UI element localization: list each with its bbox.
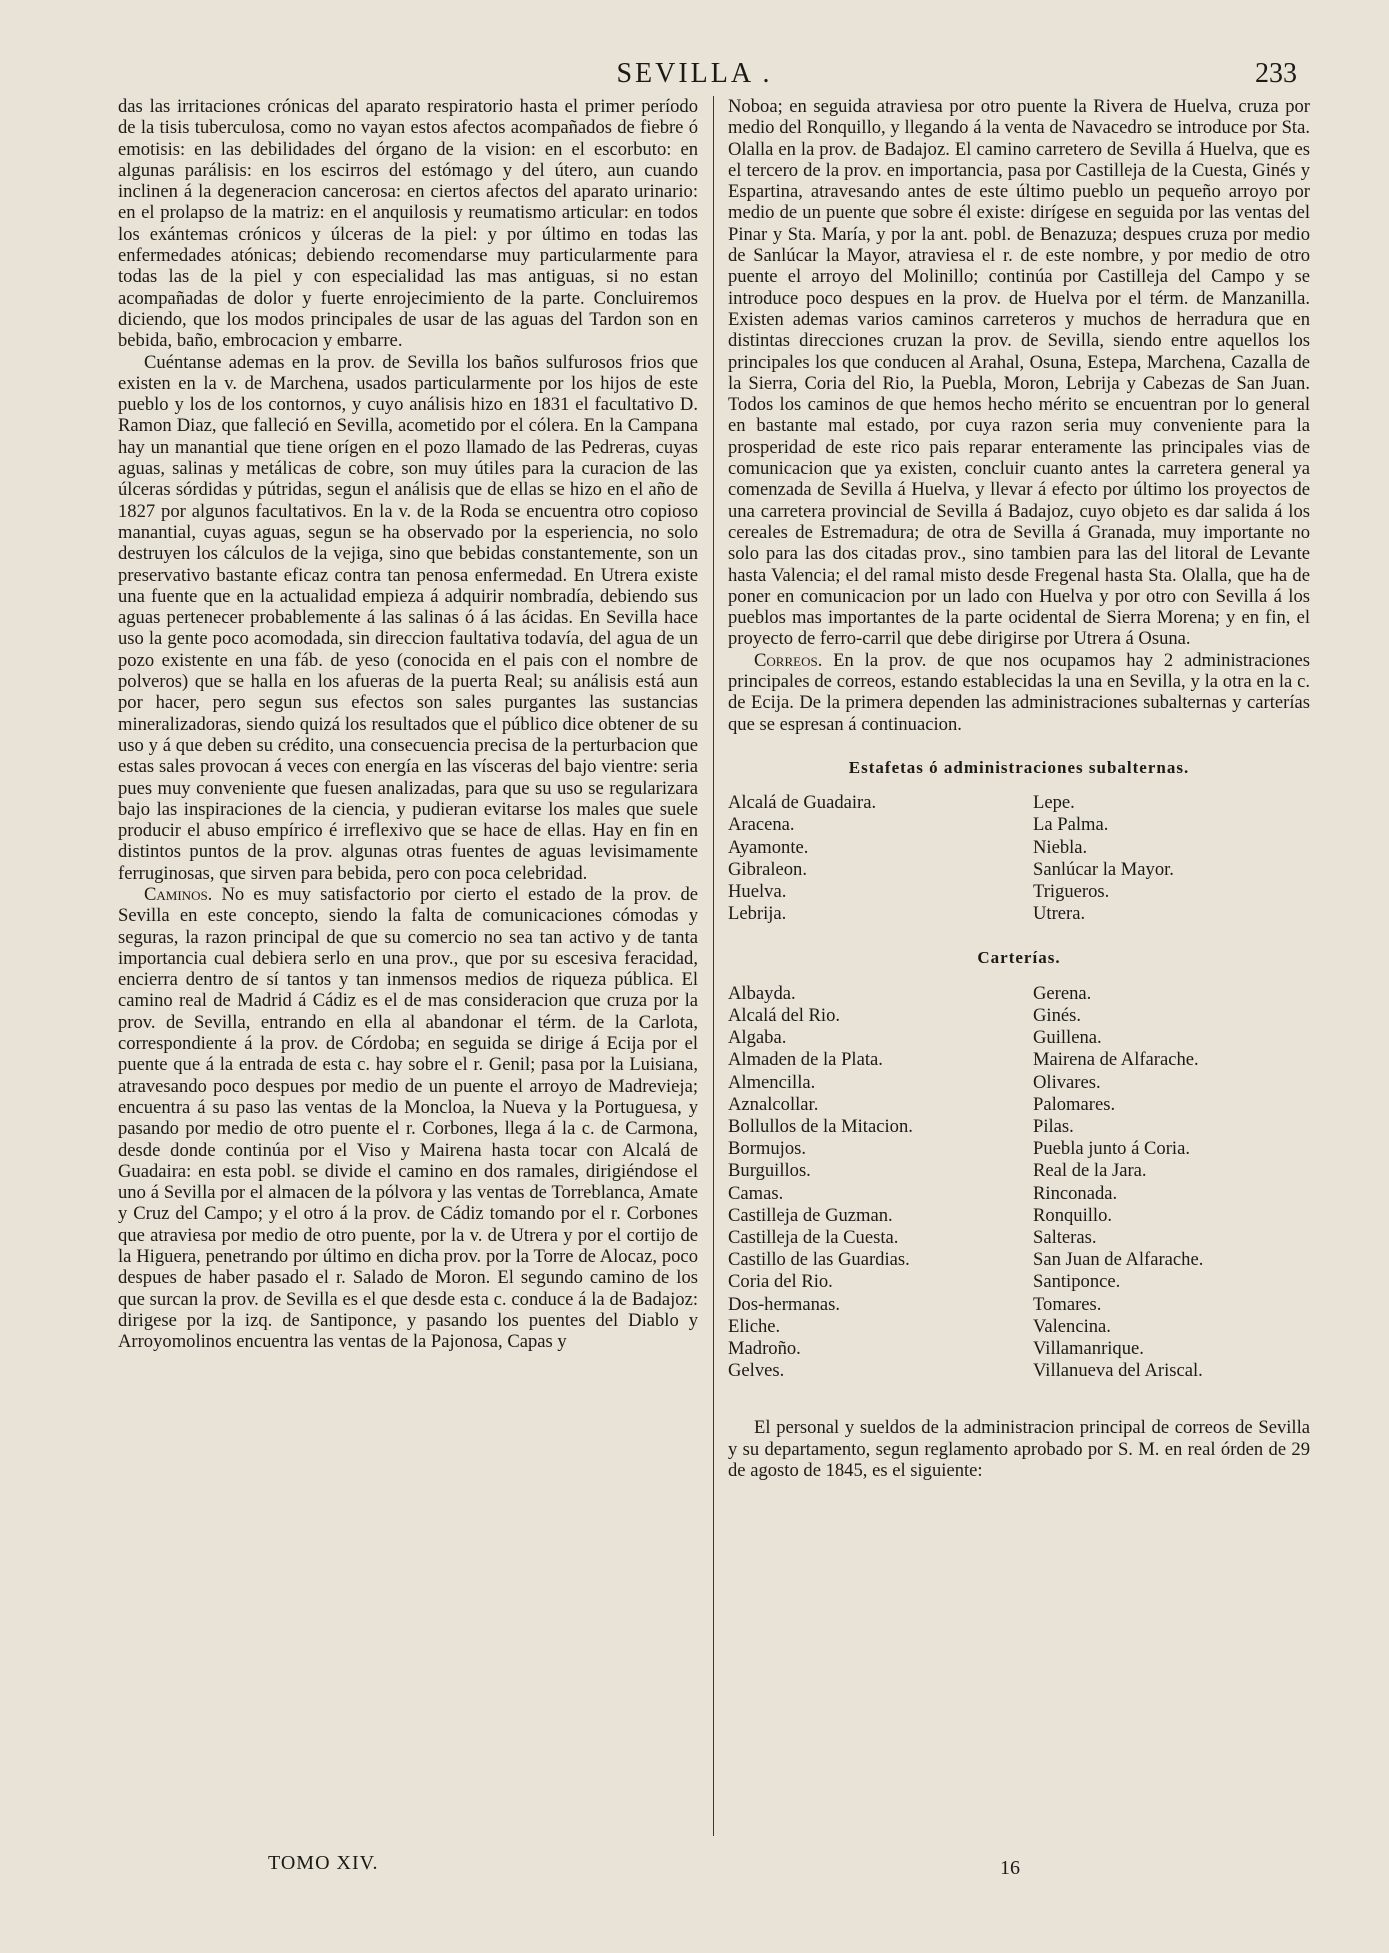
- correos-text: En la prov. de que nos ocupamos hay 2 administraciones principales de correos, estando establecidas la una en Sevilla, y la otra en la c. de Ecija. De la primera dependen las administraciones subalternas y carterías que se espresan á continuacion.: [728, 649, 1310, 735]
- list-item: Alcalá del Rio.: [728, 1004, 841, 1026]
- list-item: Lepe.: [1033, 792, 1075, 814]
- carterias-list: [728, 983, 1310, 1383]
- estafetas-title: Estafetas ó administraciones subalternas.: [848, 757, 1190, 777]
- list-item: Gerena.: [1033, 982, 1092, 1004]
- column-divider: [713, 96, 714, 1836]
- list-item: Villanueva del Ariscal.: [1033, 1360, 1203, 1382]
- list-item: Real de la Jara.: [1033, 1160, 1147, 1182]
- list-item: Olivares.: [1033, 1071, 1101, 1093]
- list-item: Madroño.: [728, 1337, 801, 1359]
- list-item: Pilas.: [1033, 1115, 1074, 1137]
- section-label-caminos: Caminos.: [144, 883, 213, 905]
- list-item: Almencilla.: [728, 1071, 816, 1093]
- estafetas-list-left: [728, 792, 1033, 925]
- list-item: Alcalá de Guadaira.: [728, 792, 877, 814]
- estafetas-list-right: [1033, 792, 1310, 925]
- list-item: Dos-hermanas.: [728, 1293, 841, 1315]
- page-title: SEVILLA .: [616, 58, 773, 89]
- list-item: Burguillos.: [728, 1160, 811, 1182]
- carterias-title: Carterías.: [977, 948, 1061, 968]
- paragraph: das las irritaciones crónicas del aparato respiratorio hasta el primer período de la tisis tuberculosa, como no vayan estos afectos acompañados de fiebre ó emotisis: en las debilidades del órgano de la vision: en el escorbuto: en algunas parálisis: en los escirros del estómago y del útero, aun cuando inclinen á la degeneracion cancerosa: en ciertos afectos del aparato urinario: en el prolapso de la matriz: en el anquilosis y reumatismo articular: en todos los exántemas crónicos y úlceras de la piel: y por último en todas las enfermedades atónicas; debiendo recomendarse muy particularmente para todas las de la piel y con especialidad las mas antiguas, si no estan acompañadas de dolor y fuerte enrojecimiento de la parte. Concluiremos diciendo, que los modos principales de usar de las aguas del Tardon son en bebida, baño, embrocacion y embarre.: [118, 96, 698, 352]
- list-item: Sanlúcar la Mayor.: [1033, 858, 1174, 880]
- section-label-correos: Correos.: [754, 649, 823, 671]
- list-item: Gelves.: [728, 1360, 785, 1382]
- list-item: Huelva.: [728, 881, 787, 903]
- list-item: Coria del Rio.: [728, 1271, 833, 1293]
- list-item: Rinconada.: [1033, 1182, 1118, 1204]
- list-item: Lebrija.: [728, 903, 787, 925]
- caminos-text: No es muy satisfactorio por cierto el estado de la prov. de Sevilla en este concepto, siendo la falta de comunicaciones cómodas y seguras, la razon principal de que su comercio no sea tan activo y de tanta importancia cual debiera serlo en una prov., que por su escesiva feracidad, encierra dentro de sí tantos y tan inmensos medios de riqueza pública. El camino real de Madrid á Cádiz es el de mas consideracion que cruza por la prov. de Sevilla, entrando en ella al abandonar el térm. de la Carlota, correspondiente á la prov. de Córdoba; en seguida se dirige á Ecija por el puente que á la entrada de esta c. hay sobre el r. Genil; pasa por la Luisiana, atravesando poco despues por medio de un puente el arroyo de Madrevieja; encuentra á su paso las ventas de la Moncloa, la Nueva y la Portuguesa, y pasando por medio de otro puente el r. Corbones, llega á la c. de Carmona, desde donde continúa por el Viso y Mairena hasta tocar con Alcalá de Guadaira: en esta pobl. se divide el camino en dos ramales, dirigiéndose el uno á Sevilla por el almacen de la pólvora y las ventas de Torreblanca, Amate y Cruz del Campo; y el otro á la prov. de Cádiz tomando por el r. Corbones que atraviesa por medio de otro puente, por la v. de Utrera y por el cortijo de la Higuera, penetrando por último en dicha prov. por la Torre de Alocaz, poco despues de haber pasado el r. Salado de Moron. El segundo camino de los que surcan la prov. de Sevilla es el que desde esta c. conduce á la de Badajoz: dirigese por la izq. de Santiponce, y pasando los puentes del Diablo y Arroyomolinos encuentra las ventas de la Pajonosa, Capas y: [118, 883, 698, 1353]
- list-item: Mairena de Alfarache.: [1033, 1049, 1199, 1071]
- list-item: Aracena.: [728, 814, 795, 836]
- list-item: Tomares.: [1033, 1293, 1102, 1315]
- list-item: Bormujos.: [728, 1138, 806, 1160]
- list-item: Eliche.: [728, 1315, 781, 1337]
- caminos-paragraph: [118, 884, 698, 1353]
- left-column: [118, 96, 698, 1353]
- list-item: Castilleja de la Cuesta.: [728, 1226, 899, 1248]
- list-item: La Palma.: [1033, 814, 1109, 836]
- list-item: Camas.: [728, 1182, 784, 1204]
- list-item: Ayamonte.: [728, 836, 809, 858]
- list-item: Aznalcollar.: [728, 1093, 819, 1115]
- list-item: Ginés.: [1033, 1004, 1082, 1026]
- list-item: Palomares.: [1033, 1093, 1116, 1115]
- footer-tome: TOMO XIV.: [268, 1852, 379, 1874]
- list-item: Algaba.: [728, 1027, 787, 1049]
- list-item: Puebla junto á Coria.: [1033, 1138, 1190, 1160]
- page-number: 233: [1255, 58, 1297, 89]
- list-item: Albayda.: [728, 982, 796, 1004]
- list-item: Gibraleon.: [728, 858, 807, 880]
- list-item: San Juan de Alfarache.: [1033, 1249, 1204, 1271]
- carterias-list-right: [1033, 983, 1310, 1383]
- list-item: Utrera.: [1033, 903, 1086, 925]
- footer-signature: 16: [1000, 1857, 1020, 1879]
- estafetas-list: [728, 792, 1310, 925]
- correos-paragraph: [728, 650, 1310, 735]
- list-item: Bollullos de la Mitacion.: [728, 1115, 913, 1137]
- carterias-list-left: [728, 983, 1033, 1383]
- list-item: Guillena.: [1033, 1027, 1102, 1049]
- list-item: Villamanrique.: [1033, 1337, 1144, 1359]
- list-item: Valencina.: [1033, 1315, 1111, 1337]
- list-item: Trigueros.: [1033, 881, 1110, 903]
- list-item: Castilleja de Guzman.: [728, 1204, 893, 1226]
- list-item: Salteras.: [1033, 1226, 1097, 1248]
- paragraph: Noboa; en seguida atraviesa por otro puente la Rivera de Huelva, cruza por medio del Ronquillo, y llegando á la venta de Navacedro se introduce por Sta. Olalla en la prov. de Badajoz. El camino carretero de Sevilla á Huelva, que es el tercero de la prov. en importancia, pasa por Castilleja de la Cuesta, Ginés y Espartina, atravesando antes de este último pueblo un pequeño arroyo por medio de un puente que sobre él existe: dirígese en seguida por las ventas del Pinar y Sta. María, y por la ant. pobl. de Benazuza; despues cruza por medio de Sanlúcar la Mayor, atraviesa el r. de este nombre, y por medio de otro puente el arroyo del Molinillo; continúa por Castilleja del Campo y se introduce poco despues en la prov. de Huelva por el térm. de Manzanilla. Existen ademas varios caminos carreteros y muchos de herradura que en distintas direcciones cruzan la prov. de Sevilla, siendo entre aquellos los principales los que conducen al Arahal, Osuna, Estepa, Marchena, Cazalla de la Sierra, Coria del Rio, la Puebla, Moron, Lebrija y Cabezas de San Juan. Todos los caminos de que hemos hecho mérito se encuentran por lo general en bastante mal estado, por cuya razon seria muy conveniente para la prosperidad de este rico pais reparar enteramente las principales vias de comunicacion que ya existen, concluir cuanto antes la carretera general ya comenzada de Sevilla á Huelva, y llevar á efecto por último los proyectos de una carretera provincial de Sevilla á Badajoz, cuyo objeto es dar salida á los cereales de Estremadura; de otra de Sevilla á Granada, muy importante no solo para las dos citadas prov., sino tambien para las del litoral de Levante hasta Valencia; el del ramal misto desde Fregenal hasta Sta. Olalla, que ha de poner en comunicacion por un lado con Huelva y por otro con Sevilla á los pueblos mas importantes de la parte ocidental de Sierra Morena; y en fin, el proyecto de ferro-carril que debe dirigirse por Utrera á Osuna.: [728, 96, 1310, 650]
- list-item: Castillo de las Guardias.: [728, 1249, 910, 1271]
- paragraph: Cuéntanse ademas en la prov. de Sevilla los baños sulfurosos frios que existen en la v. de Marchena, usados particularmente por los hijos de este pueblo y los de los contornos, y cuyo análisis hizo en 1831 el facultativo D. Ramon Diaz, que falleció en Sevilla, acometido por el cólera. En la Campana hay un manantial que tiene orígen en el pozo llamado de las Pedreras, cuyas aguas, salinas y metálicas de cobre, son muy útiles para la curacion de las úlceras sórdidas y pútridas, segun el análisis que de ellas se hizo en el año de 1827 por algunos facultativos. En la v. de la Roda se encuentra otro copioso manantial, cuyas aguas, segun se ha observado por la esperiencia, no solo destruyen los cálculos de la vejiga, sino que bebidas constantemente, son un preservativo bastante eficaz contra tan penosa enfermedad. En Utrera existe una fuente que en la actualidad empieza á adquirir nombradía, debiendo sus aguas pertenecer probablemente á las salinas ó á las ácidas. En Sevilla hace uso la gente poco acomodada, sin direccion faultativa todavía, del agua de un pozo existente en una fáb. de yeso (conocida en el pais con el nombre de polveros) que se halla en los afueras de la puerta Real; su análisis está aun por hacer, pero segun sus efectos son sales purgantes las sustancias mineralizadoras, siendo quizá los resultados que el público dice obtener de su uso y á que deben su crédito, una consecuencia precisa de la perturbacion que estas sales provocan á veces con energía en las vísceras del bajo vientre: seria pues muy conveniente que fuesen analizadas, para que su uso se regularizara bajo las inspiraciones de la ciencia, y pudieran evitarse los males que suele producir el abuso empírico é irreflexivo que se hace de ellas. Hay en fin en distintos puntos de la prov. algunas otras fuentes de aguas levisimamente ferruginosas, que sirven para bebida, pero con poca celebridad.: [118, 351, 698, 884]
- right-column: [728, 96, 1310, 1481]
- list-item: Almaden de la Plata.: [728, 1049, 883, 1071]
- spacer: [728, 1398, 1310, 1399]
- list-item: Santiponce.: [1033, 1271, 1121, 1293]
- list-item: Ronquillo.: [1033, 1204, 1113, 1226]
- list-item: Niebla.: [1033, 836, 1088, 858]
- final-paragraph: El personal y sueldos de la administracion principal de correos de Sevilla y su departamento, segun reglamento aprobado por S. M. en real órden de 29 de agosto de 1845, es el siguiente:: [728, 1417, 1310, 1481]
